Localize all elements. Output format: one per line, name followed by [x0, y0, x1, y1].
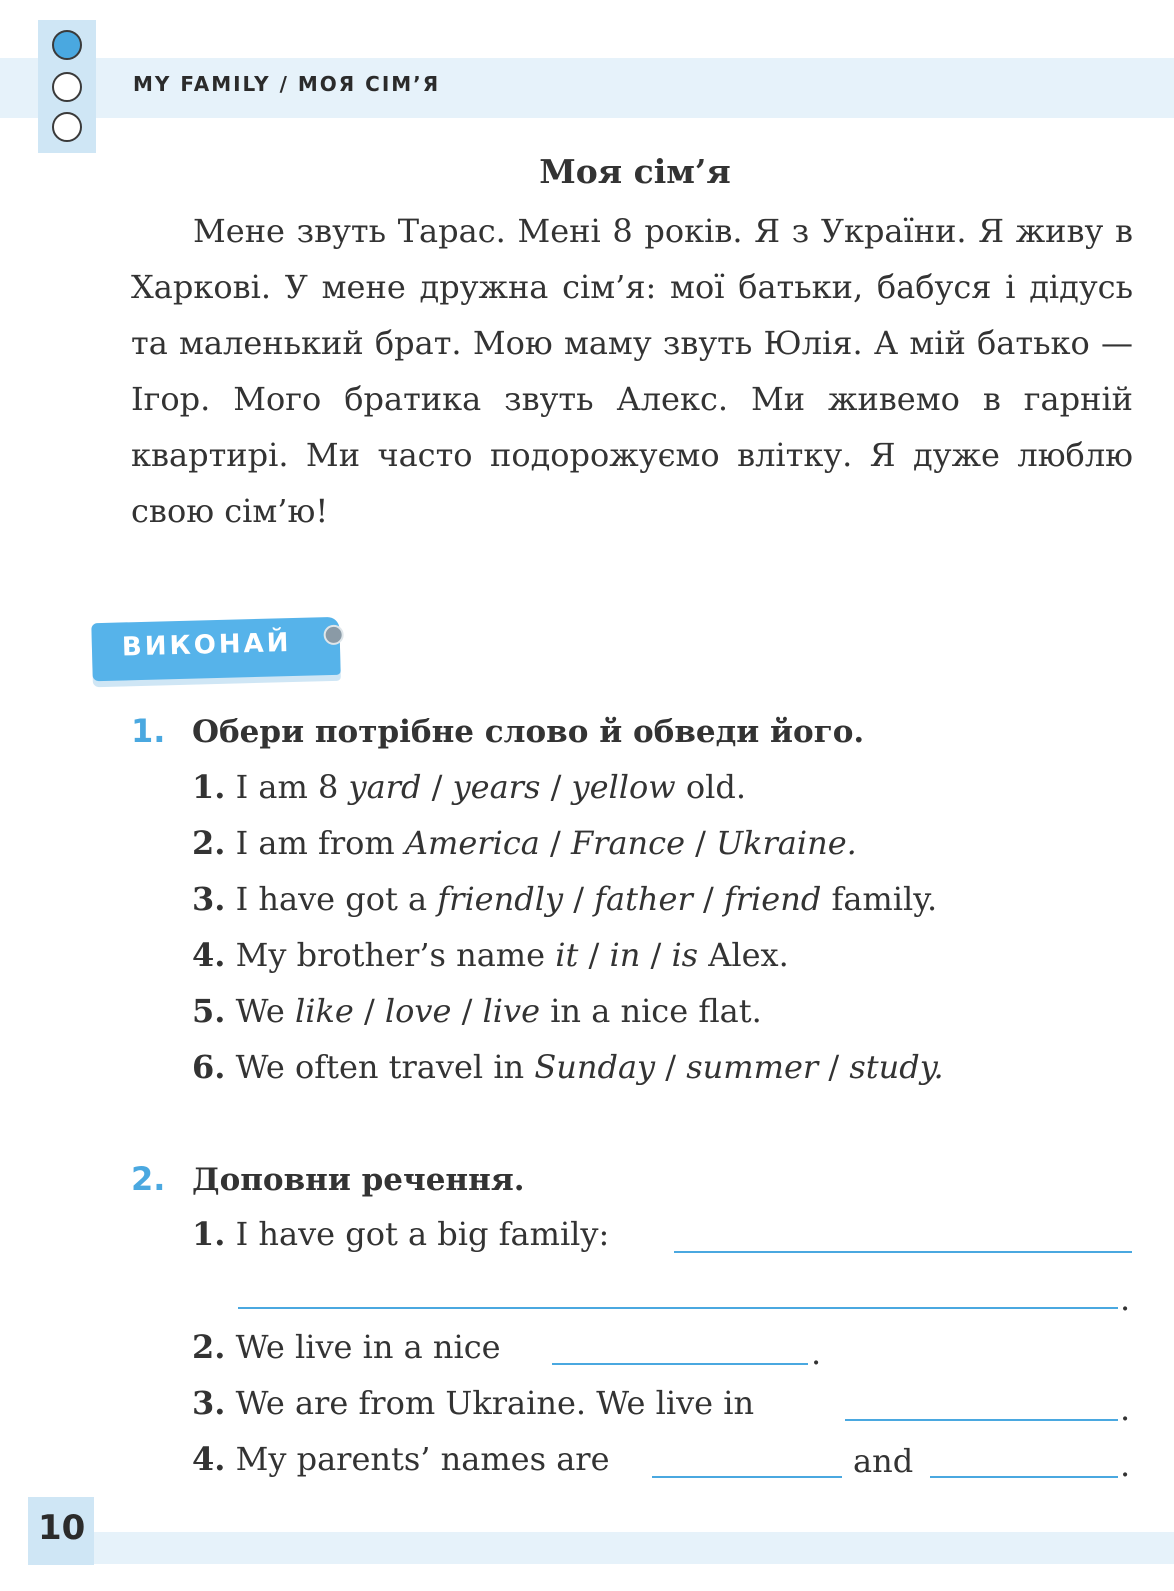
option-3[interactable]: yellow	[571, 768, 676, 806]
separator: /	[563, 880, 595, 918]
story-text	[131, 203, 1133, 539]
option-2[interactable]: father	[594, 880, 693, 918]
period: .	[1120, 1446, 1131, 1484]
item-text: My parents’ names are	[235, 1440, 610, 1478]
item-number: 3.	[192, 1384, 226, 1422]
task-2-instruction: Доповни речення.	[192, 1162, 525, 1198]
answer-line[interactable]	[552, 1363, 808, 1365]
progress-dot-empty	[52, 72, 82, 102]
item-text-before: We often travel in	[235, 1048, 535, 1086]
item-text-before: I am 8	[235, 768, 349, 806]
item-number: 1.	[192, 768, 226, 806]
story-title: Моя сім’я	[539, 152, 731, 191]
option-3[interactable]: is	[671, 936, 699, 974]
item-text-before: I am from	[235, 824, 405, 862]
separator: /	[540, 768, 572, 806]
option-3[interactable]: friend	[723, 880, 822, 918]
item-text-after: in a nice flat.	[540, 992, 762, 1030]
answer-line[interactable]	[674, 1251, 1132, 1253]
separator: /	[818, 1048, 850, 1086]
separator: /	[640, 936, 672, 974]
progress-dot-filled	[52, 30, 82, 60]
option-2[interactable]: summer	[686, 1048, 819, 1086]
item-number: 1.	[192, 1215, 226, 1253]
pin-icon	[323, 625, 344, 646]
task-badge	[91, 617, 340, 681]
answer-line[interactable]	[652, 1476, 842, 1478]
separator: /	[539, 824, 571, 862]
page-number: 10	[38, 1508, 86, 1548]
item-text: We live in a nice	[235, 1328, 501, 1366]
option-1[interactable]: America	[404, 824, 540, 862]
option-1[interactable]: Sunday	[534, 1048, 656, 1086]
option-1[interactable]: friendly	[437, 880, 564, 918]
option-3[interactable]: Ukraine.	[716, 824, 857, 862]
item-text: We are from Ukraine. We live in	[235, 1384, 755, 1422]
footer-band	[94, 1532, 1174, 1564]
option-2[interactable]: in	[609, 936, 641, 974]
option-2[interactable]: love	[384, 992, 452, 1030]
item-text: I have got a big family:	[235, 1215, 610, 1253]
separator: /	[692, 880, 724, 918]
task-1-item-3	[192, 880, 937, 918]
period: .	[1120, 1280, 1131, 1318]
option-2[interactable]: France	[570, 824, 685, 862]
option-3[interactable]: study.	[849, 1048, 944, 1086]
progress-dot-empty	[52, 112, 82, 142]
item-text-before: My brother’s name	[235, 936, 556, 974]
and-word: and	[853, 1442, 914, 1480]
separator: /	[578, 936, 610, 974]
task-2-item-1	[192, 1215, 609, 1253]
answer-line[interactable]	[845, 1419, 1118, 1421]
separator: /	[655, 1048, 687, 1086]
story-body: Мене звуть Тарас. Мені 8 років. Я з України. Я живу в Харкові. У мене дружна сім’я: мої батьки, бабуся і дідусь та маленький брат. Мою маму звуть Юлія. А мій батько — Ігор. Мого братика звуть Алекс. Ми живемо в гарній квартирі. Ми часто подорожуємо влітку. Я дуже люблю свою сім’ю!	[131, 212, 1133, 530]
item-number: 4.	[192, 1440, 226, 1478]
item-number: 3.	[192, 880, 226, 918]
answer-line[interactable]	[930, 1476, 1118, 1478]
option-1[interactable]: like	[294, 992, 354, 1030]
task-1-item-5	[192, 992, 762, 1030]
period: .	[811, 1334, 822, 1372]
task-1-item-4	[192, 936, 789, 974]
task-2-item-4	[192, 1440, 610, 1478]
item-number: 4.	[192, 936, 226, 974]
task-1-item-6	[192, 1048, 944, 1086]
separator: /	[353, 992, 385, 1030]
task-2-number: 2.	[131, 1160, 166, 1198]
item-number: 2.	[192, 824, 226, 862]
separator: /	[451, 992, 483, 1030]
task-2-item-3	[192, 1384, 754, 1422]
item-number: 6.	[192, 1048, 226, 1086]
option-2[interactable]: years	[452, 768, 541, 806]
separator: /	[685, 824, 717, 862]
item-text-after: family.	[821, 880, 938, 918]
task-2-item-2	[192, 1328, 501, 1366]
answer-line[interactable]	[238, 1307, 1118, 1309]
option-1[interactable]: it	[555, 936, 579, 974]
section-title: MY FAMILY / МОЯ СІМ’Я	[133, 72, 441, 96]
item-text-before: We	[235, 992, 295, 1030]
badge-label: ВИКОНАЙ	[121, 628, 292, 663]
task-1-number: 1.	[131, 712, 166, 750]
item-number: 5.	[192, 992, 226, 1030]
item-text-after: Alex.	[698, 936, 789, 974]
item-number: 2.	[192, 1328, 226, 1366]
option-1[interactable]: yard	[348, 768, 422, 806]
task-1-item-2	[192, 824, 857, 862]
task-1-instruction: Обери потрібне слово й обведи його.	[192, 714, 865, 750]
item-text-before: I have got a	[235, 880, 438, 918]
task-1-item-1	[192, 768, 746, 806]
item-text-after: old.	[675, 768, 746, 806]
separator: /	[421, 768, 453, 806]
period: .	[1120, 1390, 1131, 1428]
option-3[interactable]: live	[482, 992, 541, 1030]
